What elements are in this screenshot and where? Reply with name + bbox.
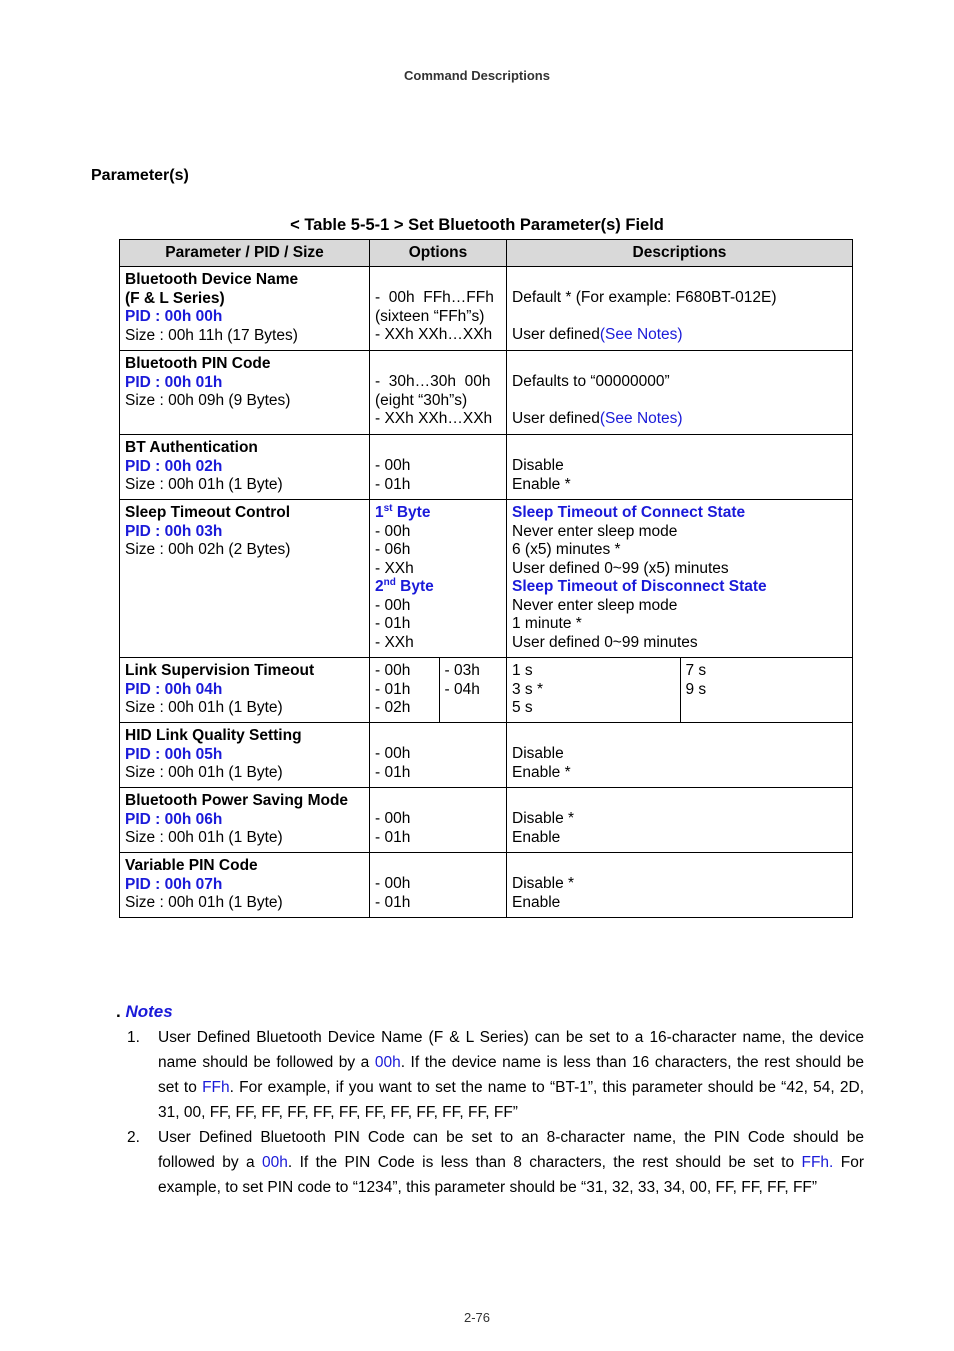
description-text: 9 s: [685, 680, 707, 698]
option-value: - 01h: [375, 615, 411, 632]
option-value: - 00h FFh…FFh: [375, 289, 494, 306]
param-name-series: (F & L Series): [125, 289, 225, 307]
option-value: - XXh: [375, 559, 414, 577]
param-pid: PID : 00h 00h: [125, 308, 223, 325]
option-value: - 01h: [375, 475, 411, 493]
notes-title: . Notes: [116, 1002, 173, 1021]
description-text: Enable *: [512, 475, 571, 493]
param-size: Size : 00h 01h (1 Byte): [125, 476, 283, 493]
description-cell: [507, 435, 853, 500]
description-text: User defined: [512, 326, 600, 343]
param-cell: [120, 723, 370, 788]
description-cell: [507, 267, 853, 351]
description-text: Disable: [512, 745, 564, 762]
param-name: Link Supervision Timeout: [125, 662, 315, 679]
description-text: Defaults to “00000000”: [512, 373, 670, 390]
param-name: Variable PIN Code: [125, 857, 258, 874]
param-size: Size : 00h 02h (2 Bytes): [125, 541, 291, 558]
column-header: Descriptions: [507, 240, 853, 267]
description-text: 5 s: [512, 699, 533, 716]
description-text: 7 s: [685, 662, 707, 679]
option-value: - 03h: [444, 662, 480, 679]
options-cell: [370, 267, 507, 351]
param-name: Sleep Timeout Control: [125, 504, 291, 521]
param-cell: [120, 267, 370, 351]
param-cell: [120, 853, 370, 918]
description-cell: [507, 723, 853, 788]
description-text: Disable *: [512, 875, 575, 892]
option-value: - XXh XXh…XXh: [375, 410, 493, 427]
table-row: [120, 788, 853, 853]
option-value: - XXh: [375, 633, 414, 651]
description-text: User defined 0~99 minutes: [512, 633, 698, 651]
page-header: Command Descriptions: [404, 68, 550, 83]
param-pid: PID : 00h 05h: [125, 745, 223, 763]
note-number: 1.: [127, 1029, 140, 1046]
bluetooth-parameters-table: [119, 239, 853, 918]
description-text: User defined: [512, 410, 600, 427]
param-pid: PID : 00h 07h: [125, 875, 223, 893]
option-value: - 02h: [375, 699, 411, 716]
param-cell: [120, 435, 370, 500]
options-cell: [370, 658, 507, 723]
param-name: HID Link Quality Setting: [125, 727, 302, 744]
option-value: - 00h: [375, 810, 411, 827]
description-text: User defined 0~99 (x5) minutes: [512, 559, 729, 577]
column-header: Parameter / PID / Size: [120, 240, 370, 267]
description-cell: [507, 788, 853, 853]
table-row: [120, 658, 853, 723]
section-title: Parameter(s): [91, 167, 189, 184]
option-value: - 00h: [375, 875, 411, 892]
option-value: - 00h: [375, 596, 411, 614]
table-row: [120, 723, 853, 788]
option-value: - 01h: [375, 763, 411, 781]
table-header-row: [120, 240, 853, 267]
param-size: Size : 00h 01h (1 Byte): [125, 764, 283, 781]
description-text: Never enter sleep mode: [512, 596, 678, 614]
param-pid: PID : 00h 03h: [125, 522, 223, 540]
table-row: [120, 853, 853, 918]
note-text: User Defined Bluetooth PIN Code can be set to an 8-character name, the PIN Code should be followed by a 00h. If the PIN Code is less than 8 characters, the rest should be set to FFh. For example, to set PIN code to “1234”, this parameter should be “31, 32, 33, 34, 00, FF, FF, FF, FF”: [158, 1129, 864, 1196]
options-cell: [370, 435, 507, 500]
option-value: - 01h: [375, 680, 411, 698]
option-value: - 00h: [375, 457, 411, 474]
options-cell: [370, 351, 507, 435]
param-size: Size : 00h 01h (1 Byte): [125, 829, 283, 846]
state-heading: Sleep Timeout of Disconnect State: [512, 578, 767, 595]
option-value: - 30h…30h 00h: [375, 373, 491, 390]
param-cell: [120, 658, 370, 723]
option-value: - 00h: [375, 522, 411, 540]
notes-list: [127, 1025, 864, 1200]
param-size: Size : 00h 01h (1 Byte): [125, 894, 283, 911]
description-text: Enable *: [512, 763, 571, 781]
param-size: Size : 00h 11h (17 Bytes): [125, 326, 298, 344]
param-cell: [120, 500, 370, 658]
param-size: Size : 00h 01h (1 Byte): [125, 699, 283, 716]
description-cell: [507, 658, 853, 723]
param-pid: PID : 00h 02h: [125, 457, 223, 475]
param-cell: [120, 351, 370, 435]
options-cell: [370, 788, 507, 853]
option-value: - 01h: [375, 893, 411, 911]
param-cell: [120, 788, 370, 853]
description-text: Disable *: [512, 810, 575, 827]
description-text: Never enter sleep mode: [512, 522, 678, 540]
see-notes-link[interactable]: (See Notes): [599, 326, 683, 343]
param-name: Bluetooth Power Saving Mode: [125, 792, 349, 809]
option-value: - XXh XXh…XXh: [375, 326, 493, 343]
byte-label: 2nd Byte: [375, 576, 434, 595]
note-number: 2.: [127, 1129, 140, 1146]
option-note: (sixteen “FFh”s): [375, 307, 485, 325]
param-name: BT Authentication: [125, 439, 258, 456]
description-text: 1 minute *: [512, 615, 582, 632]
page-number: 2-76: [463, 1310, 491, 1325]
options-cell: [370, 500, 507, 658]
option-value: - 06h: [375, 541, 411, 558]
param-pid: PID : 00h 06h: [125, 810, 223, 828]
table-row: [120, 500, 853, 658]
option-value: - 00h: [375, 662, 411, 679]
description-cell: [507, 853, 853, 918]
description-text: Default * (For example: F680BT-012E): [512, 289, 777, 306]
description-text: 6 (x5) minutes *: [512, 541, 621, 558]
description-text: Disable: [512, 457, 564, 474]
table-row: [120, 435, 853, 500]
options-cell: [370, 853, 507, 918]
option-note: (eight “30h”s): [375, 391, 468, 409]
param-name: Bluetooth PIN Code: [125, 355, 271, 372]
see-notes-link[interactable]: (See Notes): [599, 410, 683, 427]
column-header: Options: [370, 240, 507, 267]
param-name: Bluetooth Device Name: [125, 271, 299, 288]
description-text: 3 s *: [512, 680, 544, 698]
table-row: [120, 351, 853, 435]
table-row: [120, 267, 853, 351]
byte-label: 1st Byte: [375, 502, 431, 521]
option-value: - 01h: [375, 828, 411, 846]
description-text: 1 s: [512, 662, 533, 679]
note-text: User Defined Bluetooth Device Name (F & L Series) can be set to a 16-character name, the device name should be followed by a 00h. If the device name is less than 16 characters, the rest should be set to FFh. For example, if you want to set the name to “BT-1”, this parameter should be “42, 54, 2D, 31, 00, FF, FF, FF, FF, FF, FF, FF, FF, FF, FF, FF, FF”: [158, 1029, 865, 1121]
options-cell: [370, 723, 507, 788]
option-value: - 00h: [375, 745, 411, 762]
state-heading: Sleep Timeout of Connect State: [512, 504, 746, 521]
list-item: [127, 1025, 864, 1125]
param-size: Size : 00h 09h (9 Bytes): [125, 392, 291, 409]
description-text: Enable: [512, 828, 561, 846]
list-item: [127, 1125, 864, 1200]
description-text: Enable: [512, 893, 561, 911]
option-value: - 04h: [444, 680, 480, 698]
table-caption: < Table 5-5-1 > Set Bluetooth Parameter(s) Field: [290, 216, 664, 234]
param-pid: PID : 00h 01h: [125, 373, 223, 391]
param-pid: PID : 00h 04h: [125, 680, 223, 698]
description-cell: [507, 351, 853, 435]
description-cell: [507, 500, 853, 658]
